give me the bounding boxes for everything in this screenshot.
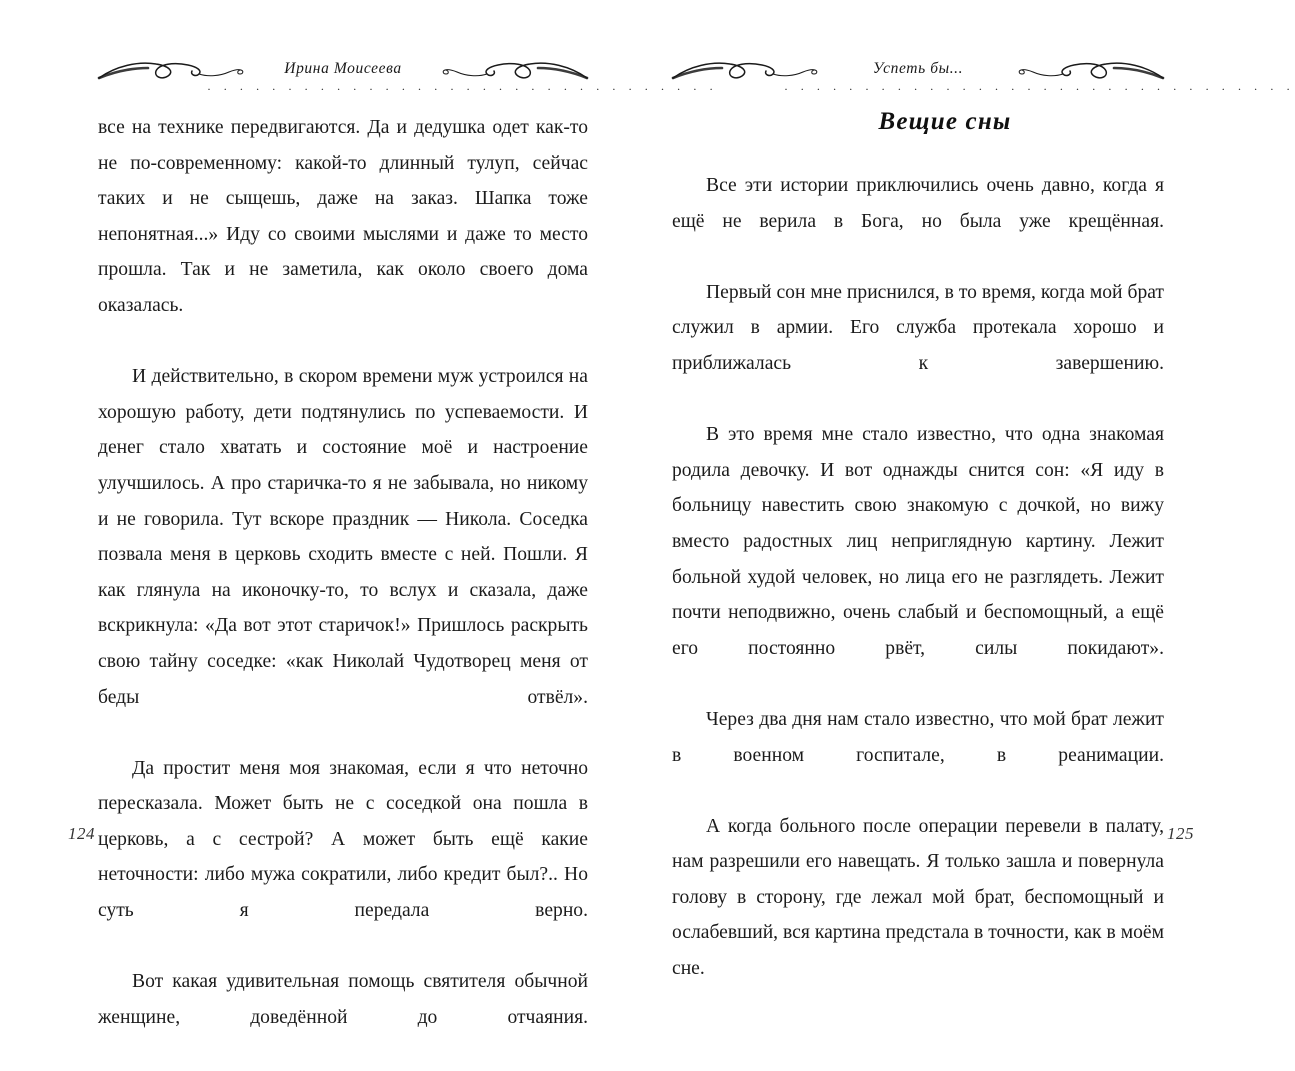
paragraph: Вот какая удивительная помощь святителя обычной женщине, доведённой до отчаяния.	[98, 971, 588, 1028]
right-page	[630, 0, 1295, 980]
running-head-left	[98, 58, 718, 110]
running-head-right	[672, 58, 1295, 110]
paragraph: А когда больного после операции перевели в палату, нам разрешили его навещать. Я только зашла и повернула голову в сторону, где лежал мой брат, беспомощный и ослабевший, вся картина предстала в точности, как в моём сне.	[672, 815, 1164, 980]
paragraph: В это время мне стало известно, что одна знакомая родила девочку. И вот однажды снится сон: «Я иду в больницу навестить свою знакомую с дочкой, но вижу вместо радостных лиц неприглядную картину. Лежит больной худой человек, но лица его не разглядеть. Лежит почти неподвижно, очень слабый и беспомощный, а ещё его постоянно рвёт, силы покидают».	[672, 424, 1164, 659]
dotted-rule: · · · · · · · · · · · · · · · · · · · · · · · · · · · · · · · ·	[207, 82, 718, 96]
folio-right: 125	[1167, 824, 1194, 843]
paragraph: Через два дня нам стало известно, что мой брат лежит в военном госпитале, в реанимации.	[672, 708, 1164, 766]
folio-left: 124	[68, 824, 95, 843]
paragraph: Все эти истории приключились очень давно, когда я ещё не верила в Бога, но была уже крещённая.	[672, 175, 1164, 232]
left-page-body	[98, 110, 588, 1071]
paragraph: Первый сон мне приснился, в то время, когда мой брат служил в армии. Его служба протекала хорошо и приближалась к завершению.	[672, 281, 1164, 374]
running-head-title: Ирина Моисеева	[284, 60, 402, 77]
dotted-rule: · · · · · · · · · · · · · · · · · · · · · · · · · · · · · · · ·	[784, 82, 1295, 96]
paragraph: Да простит меня моя знакомая, если я что неточно пересказала. Может быть не с соседкой она пошла в церковь, а с сестрой? А может быть ещё какие неточности: либо мужа сократили, либо кредит был?.. Но суть я передала верно.	[98, 757, 588, 922]
running-head-title: Успеть бы...	[872, 60, 964, 77]
right-page-body	[672, 168, 1164, 1022]
paragraph: И действительно, в скором времени муж устроился на хорошую работу, дети подтянулись по успеваемости. И денег стало хватать и состояние моё и настроение улучшилось. А про старичка-то я не забывала, но никому и не говорила. Тут вскоре праздник — Никола. Соседка позвала меня в церковь сходить вместе с ней. Пошли. Я как глянула на иконочку-то, то вслух и сказала, даже вскрикнула: «Да вот этот старичок!» Пришлось раскрыть свою тайну соседке: «как Николай Чудотворец меня от беды отвёл».	[98, 366, 588, 708]
paragraph: все на технике передвигаются. Да и дедушка одет как-то не по-современному: какой-то длинный тулуп, сейчас таких и не сыщешь, даже на заказ. Шапка тоже непонятная...» Иду со своими мыслями и даже то место прошла. Так и не заметила, как около своего дома оказалась.	[98, 117, 588, 316]
chapter-title: Вещие сны	[878, 108, 1012, 135]
